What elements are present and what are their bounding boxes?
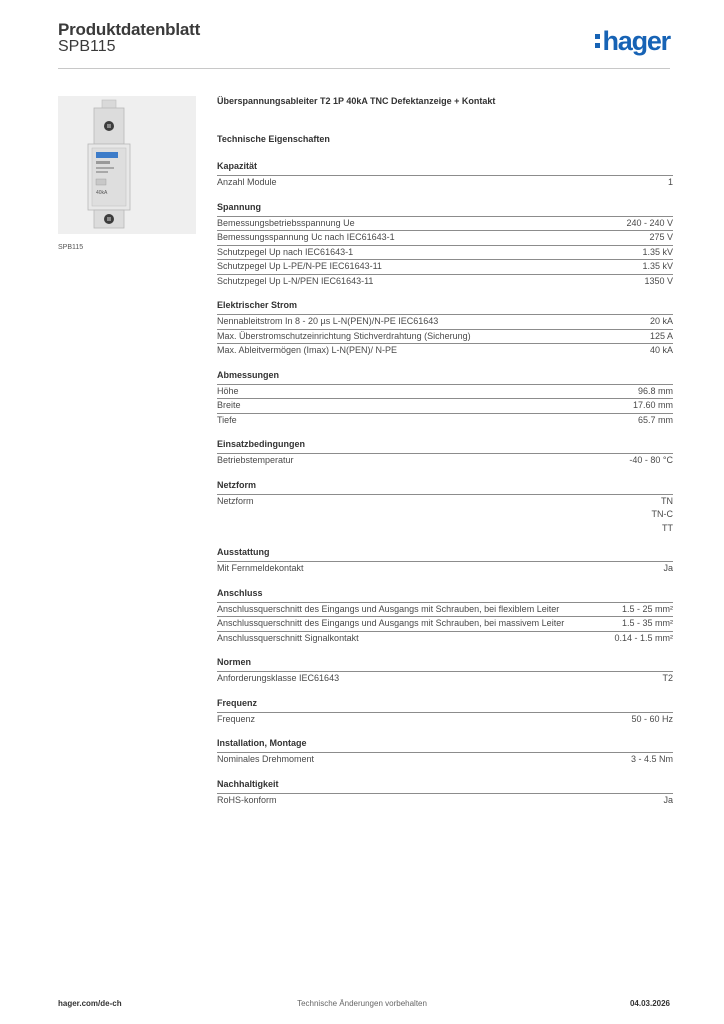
property-row bbox=[217, 453, 673, 468]
property-label: Schutzpegel Up nach IEC61643-1 bbox=[217, 246, 354, 257]
page-header-title: Produktdatenblatt bbox=[58, 20, 201, 39]
property-value bbox=[622, 617, 673, 631]
property-row bbox=[217, 631, 673, 646]
section-title: Nachhaltigkeit bbox=[217, 778, 279, 789]
property-value-item: 1.35 kV bbox=[642, 246, 673, 257]
property-value bbox=[652, 495, 674, 536]
property-value-item: 17.60 mm bbox=[632, 400, 673, 410]
property-label: Nominales Drehmoment bbox=[217, 754, 315, 764]
header-divider bbox=[58, 68, 670, 69]
property-value-item: TT bbox=[662, 522, 673, 533]
section-title: Spannung bbox=[217, 201, 261, 212]
property-label: Anforderungsklasse IEC61643 bbox=[217, 673, 340, 683]
property-value-item: 1350 V bbox=[644, 275, 673, 286]
property-row bbox=[217, 602, 673, 617]
property-label: Bemessungsspannung Uc nach IEC61643-1 bbox=[217, 232, 395, 242]
property-value bbox=[644, 275, 673, 289]
property-value bbox=[650, 315, 673, 329]
property-row bbox=[217, 274, 673, 289]
property-label: Anzahl Module bbox=[217, 177, 277, 187]
surge-arrester-image bbox=[58, 96, 196, 234]
property-value-item: 1.35 kV bbox=[642, 261, 673, 271]
property-value-item: 1 bbox=[667, 177, 673, 187]
logo-text: hager bbox=[602, 25, 670, 56]
property-row bbox=[217, 398, 673, 413]
property-label: Schutzpegel Up L-PE/N-PE IEC61643-11 bbox=[217, 261, 382, 271]
property-section bbox=[217, 779, 673, 808]
property-value bbox=[668, 176, 673, 190]
section-title: Elektrischer Strom bbox=[217, 300, 298, 310]
property-value bbox=[622, 603, 673, 617]
hager-logo bbox=[595, 26, 670, 56]
section-title: Frequenz bbox=[217, 697, 258, 708]
property-section bbox=[217, 439, 673, 468]
property-label: Höhe bbox=[217, 385, 239, 396]
properties-list bbox=[217, 161, 673, 807]
property-row bbox=[217, 259, 673, 274]
logo-dots-icon bbox=[595, 34, 600, 48]
property-row bbox=[217, 329, 673, 344]
property-value-item: 40 kA bbox=[649, 345, 673, 355]
property-section bbox=[217, 480, 673, 536]
property-row bbox=[217, 314, 673, 329]
property-row bbox=[217, 175, 673, 190]
property-section bbox=[217, 698, 673, 727]
property-section bbox=[217, 738, 673, 767]
property-value-item: 240 - 240 V bbox=[626, 217, 673, 228]
property-value-item: Ja bbox=[663, 563, 673, 573]
property-value bbox=[649, 231, 673, 245]
property-label: Breite bbox=[217, 400, 241, 410]
property-label: Max. Überstromschutzeinrichtung Stichverdrahtung (Sicherung) bbox=[217, 330, 471, 341]
section-title: Anschluss bbox=[217, 587, 263, 598]
property-value-item: 0.14 - 1.5 mm² bbox=[614, 632, 673, 643]
section-title: Normen bbox=[217, 657, 252, 667]
property-row bbox=[217, 216, 673, 231]
property-value-item: 20 kA bbox=[649, 316, 673, 326]
property-label: Schutzpegel Up L-N/PEN IEC61643-11 bbox=[217, 275, 374, 286]
property-label: Anschlussquerschnitt des Eingangs und Ausgangs mit Schrauben, bei flexiblem Leiter bbox=[217, 603, 560, 614]
property-label: Max. Ableitvermögen (Imax) L-N(PEN)/ N-PE bbox=[217, 345, 398, 355]
section-title: Einsatzbedingungen bbox=[217, 439, 306, 449]
property-value bbox=[638, 414, 673, 428]
property-value-item: 96.8 mm bbox=[637, 385, 673, 396]
property-label: Bemessungsbetriebsspannung Ue bbox=[217, 217, 355, 228]
property-value-item: -40 - 80 °C bbox=[629, 455, 673, 465]
product-title: Überspannungsableiter T2 1P 40kA TNC Defektanzeige + Kontakt bbox=[217, 96, 496, 106]
property-row bbox=[217, 671, 673, 686]
property-row bbox=[217, 384, 673, 399]
footer-website: hager.com/de-ch bbox=[58, 999, 122, 1008]
property-value bbox=[638, 385, 673, 399]
section-title: Netzform bbox=[217, 479, 257, 490]
main-content bbox=[217, 96, 673, 819]
property-value bbox=[663, 562, 673, 576]
footer-notice: Technische Änderungen vorbehalten bbox=[297, 999, 427, 1008]
section-title: Kapazität bbox=[217, 161, 258, 171]
property-section bbox=[217, 370, 673, 428]
property-row bbox=[217, 230, 673, 245]
property-section bbox=[217, 547, 673, 576]
property-label: Nennableitstrom In 8 - 20 µs L-N(PEN)/N-PE IEC61643 bbox=[217, 316, 439, 326]
property-value bbox=[626, 217, 673, 231]
property-value bbox=[614, 632, 673, 646]
property-value bbox=[663, 794, 673, 808]
property-value-item: 125 A bbox=[649, 330, 673, 341]
property-row bbox=[217, 494, 673, 536]
property-label: Anschlussquerschnitt des Eingangs und Ausgangs mit Schrauben, bei massivem Leiter bbox=[217, 618, 565, 628]
property-value bbox=[662, 672, 673, 686]
property-section bbox=[217, 161, 673, 190]
property-row bbox=[217, 712, 673, 727]
property-row bbox=[217, 245, 673, 260]
property-row bbox=[217, 752, 673, 767]
product-code: SPB115 bbox=[58, 38, 116, 55]
property-label: RoHS-konform bbox=[217, 794, 277, 805]
image-caption: SPB115 bbox=[58, 244, 84, 251]
property-section bbox=[217, 588, 673, 646]
property-value bbox=[650, 330, 673, 344]
property-label: Frequenz bbox=[217, 713, 256, 724]
property-value-item: TN bbox=[661, 495, 673, 506]
property-label: Netzform bbox=[217, 495, 254, 506]
property-value bbox=[633, 399, 673, 413]
property-row bbox=[217, 561, 673, 576]
property-label: Tiefe bbox=[217, 414, 237, 425]
property-value-item: 50 - 60 Hz bbox=[631, 713, 673, 724]
device-rating-label: 40kA bbox=[96, 190, 108, 196]
property-label: Anschlussquerschnitt Signalkontakt bbox=[217, 632, 359, 643]
section-title: Installation, Montage bbox=[217, 738, 307, 748]
property-row bbox=[217, 616, 673, 631]
property-section bbox=[217, 202, 673, 289]
property-label: Mit Fernmeldekontakt bbox=[217, 563, 304, 573]
property-value bbox=[650, 344, 673, 358]
property-value-item: 1.5 - 25 mm² bbox=[621, 603, 673, 614]
product-image bbox=[58, 96, 196, 234]
property-value-item: 3 - 4.5 Nm bbox=[630, 754, 673, 764]
property-value-item: 275 V bbox=[649, 232, 673, 242]
section-title: Abmessungen bbox=[217, 369, 280, 380]
section-title: Ausstattung bbox=[217, 547, 270, 557]
property-value bbox=[629, 454, 673, 468]
property-value-item: TN-C bbox=[651, 509, 673, 519]
property-section bbox=[217, 657, 673, 686]
property-label: Betriebstemperatur bbox=[217, 455, 294, 465]
property-row bbox=[217, 413, 673, 428]
property-value bbox=[631, 713, 673, 727]
property-row bbox=[217, 343, 673, 358]
properties-heading: Technische Eigenschaften bbox=[217, 134, 330, 144]
property-value-item: T2 bbox=[662, 673, 673, 683]
property-section bbox=[217, 300, 673, 358]
property-value-item: 1.5 - 35 mm² bbox=[621, 618, 673, 628]
property-row bbox=[217, 793, 673, 808]
property-value bbox=[631, 753, 673, 767]
property-value bbox=[642, 246, 673, 260]
property-value-item: 65.7 mm bbox=[637, 414, 673, 425]
property-value-item: Ja bbox=[663, 794, 673, 805]
property-value bbox=[642, 260, 673, 274]
footer-date: 04.03.2026 bbox=[629, 999, 670, 1008]
